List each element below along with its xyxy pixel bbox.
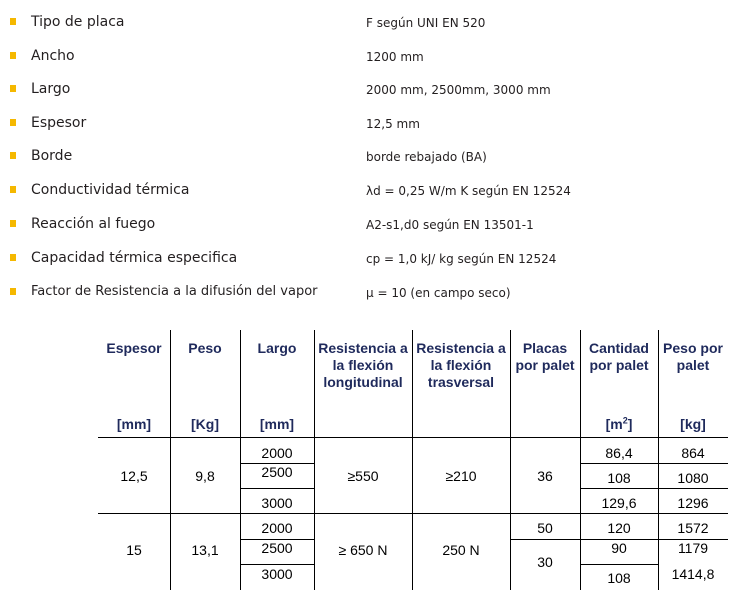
- unit-espesor: [mm]: [116, 416, 152, 432]
- cell-largo: 2500: [261, 540, 293, 556]
- cell-peso: 13,1: [191, 542, 219, 558]
- cell-largo: 3000: [261, 495, 293, 511]
- unit-cantidad: $[m^2]$: [605, 415, 633, 432]
- header-resistencia-longitudinal: Resistencia a la flexión longitudinal: [318, 340, 408, 390]
- header-espesor: Espesor: [106, 340, 162, 356]
- row-divider: [240, 488, 314, 489]
- spec-label: Tipo de placa: [31, 14, 125, 30]
- header-rule: [98, 437, 728, 438]
- cell-espesor: 12,5: [120, 468, 148, 484]
- unit-peso: [Kg]: [191, 416, 219, 432]
- cell-cantidad: 120: [607, 520, 631, 536]
- unit-largo: [mm]: [259, 416, 295, 432]
- cell-placas: 50: [537, 520, 553, 536]
- spec-label: Largo: [31, 81, 71, 97]
- cell-peso-palet: 1179: [677, 540, 709, 556]
- unit-peso-palet: [kg]: [680, 416, 706, 432]
- cell-cantidad: 108: [607, 470, 631, 486]
- cell-largo: 3000: [261, 566, 293, 582]
- spec-value: borde rebajado (BA): [366, 150, 487, 164]
- spec-label: Capacidad térmica especifica: [31, 250, 238, 266]
- cell-cantidad: 86,4: [605, 445, 633, 461]
- spec-label: Conductividad térmica: [31, 182, 190, 198]
- cell-peso: 9,8: [195, 468, 215, 484]
- spec-label: Ancho: [31, 48, 75, 64]
- cell-resistencia-trasversal: 250 N: [442, 542, 480, 558]
- cell-peso-palet: 1572: [677, 520, 709, 536]
- spec-value: A2-s1,d0 según EN 13501-1: [366, 218, 534, 232]
- header-cantidad-por-palet: Cantidad por palet: [589, 340, 649, 373]
- header-resistencia-trasversal: Resistencia a la flexión trasversal: [416, 340, 506, 390]
- cell-espesor: 15: [126, 542, 142, 558]
- header-peso: Peso: [188, 340, 222, 356]
- spec-value: λd = 0,25 W/m K según EN 12524: [366, 184, 571, 198]
- header-peso-por-palet: Peso por palet: [663, 340, 723, 373]
- cell-largo: 2000: [261, 445, 293, 461]
- spec-label: Factor de Resistencia a la difusión del vapor: [31, 284, 318, 299]
- cell-resistencia-longitudinal: ≥550: [347, 468, 379, 484]
- header-largo: Largo: [257, 340, 297, 356]
- spec-label: Borde: [31, 148, 73, 164]
- cell-cantidad: 90: [611, 540, 627, 556]
- row-divider: [580, 463, 728, 464]
- cell-resistencia-longitudinal: ≥ 650 N: [338, 542, 388, 558]
- header-placas-por-palet: Placas por palet: [515, 340, 575, 373]
- cell-peso-palet: 1296: [677, 495, 709, 511]
- group-divider: [98, 513, 728, 514]
- spec-value: μ = 10 (en campo seco): [366, 286, 511, 300]
- column-divider: [510, 330, 511, 590]
- spec-value: 12,5 mm: [366, 117, 420, 131]
- cell-largo: 2000: [261, 520, 293, 536]
- row-divider: [240, 564, 314, 565]
- spec-label: Espesor: [31, 115, 87, 131]
- spec-value: cp = 1,0 kJ/ kg según EN 12524: [366, 252, 557, 266]
- spec-value: 1200 mm: [366, 50, 424, 64]
- spec-label: Reacción al fuego: [31, 216, 156, 232]
- cell-largo: 2500: [261, 464, 293, 480]
- row-divider: [580, 488, 728, 489]
- cell-cantidad: 108: [607, 570, 631, 586]
- cell-cantidad: 129,6: [601, 495, 637, 511]
- cell-peso-palet: 1080: [677, 470, 709, 486]
- cell-placas: 30: [537, 554, 553, 570]
- row-divider: [580, 564, 658, 565]
- cell-placas: 36: [537, 468, 553, 484]
- spec-value: 2000 mm, 2500mm, 3000 mm: [366, 83, 551, 97]
- cell-resistencia-trasversal: ≥210: [445, 468, 477, 484]
- cell-peso-palet: 864: [681, 445, 705, 461]
- spec-value: F según UNI EN 520: [366, 16, 486, 30]
- cell-peso-palet: 1414,8: [671, 566, 715, 582]
